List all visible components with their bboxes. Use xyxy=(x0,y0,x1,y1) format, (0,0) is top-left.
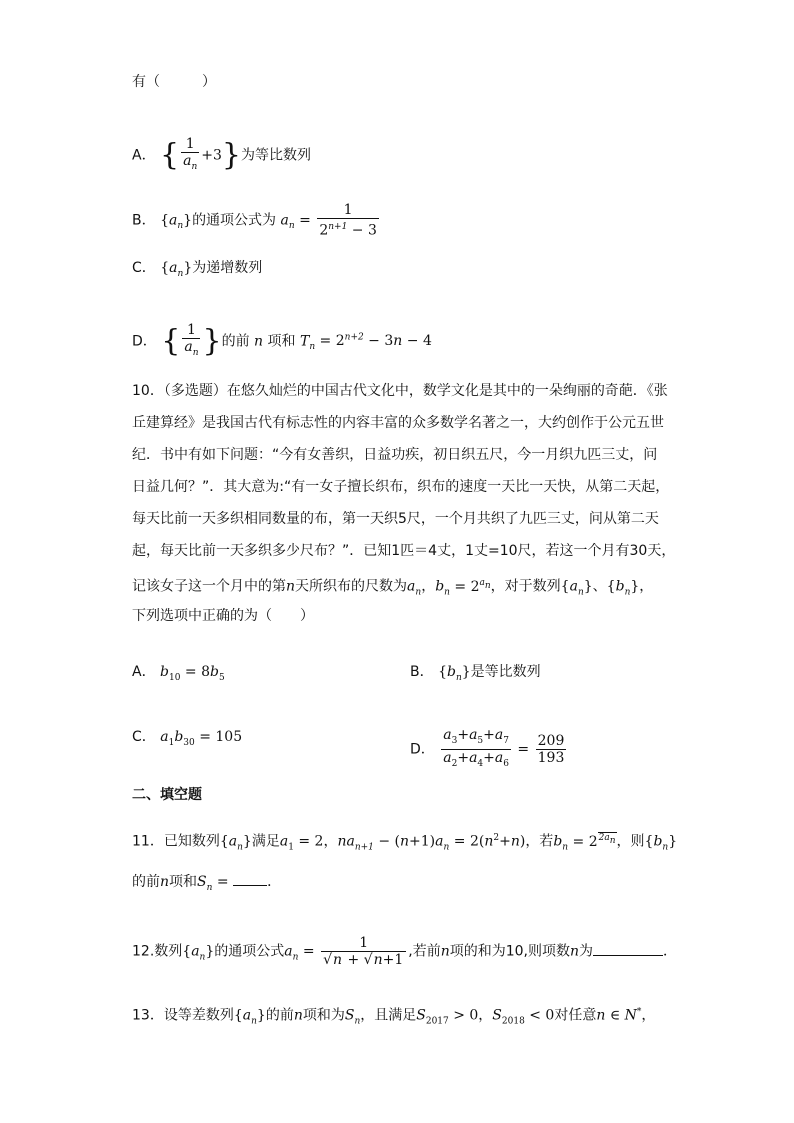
text: 的通项公式 xyxy=(214,943,285,960)
section-title: 二、填空题 xyxy=(132,787,202,803)
option-label: A． xyxy=(132,664,156,680)
q9-option-b: B． $\{a_n\}$的通项公式为 $a_n$ = $\frac{1}{2^{n+1} - 3}$ xyxy=(132,202,377,239)
option-text: 项和 xyxy=(267,333,296,350)
text: ,若前 xyxy=(408,943,441,960)
option-label: C． xyxy=(132,260,156,276)
q10-line: 纪．书中有如下问题：“今有女善织，日益功疾，初日织五尺，今一月织九匹三丈，问 xyxy=(132,447,658,463)
q12-line: 12.数列$\{a_n\}$的通项公式$a_n$ = $\frac{1}{√n + √n+1}$ ,若前n项的和为10,则项数n为 ． xyxy=(132,935,678,968)
text: 项的和为10,则项数 xyxy=(449,943,570,960)
text: 为 xyxy=(579,943,594,960)
text: 天所织布的尺数为 xyxy=(295,578,408,595)
q10-line: 丘建算经》是我国古代有标志性的内容丰富的众多数学名著之一，大约创作于公元五世 xyxy=(132,415,664,431)
q9-option-d: D． { $\frac{1}{a_n}$ }的前 n 项和 $T_n = 2^{n+2} - 3n - 4$ xyxy=(132,322,432,361)
math-fraction: $\frac{1}{2^{n+1} - 3}$ xyxy=(319,202,377,239)
math-fraction: $\frac{1}{√n + √n+1}$ xyxy=(321,935,406,968)
option-label: D． xyxy=(410,741,435,758)
math-fraction: $\frac{1}{a_n}$ xyxy=(182,322,200,361)
q13-line: 13．设等差数列$\{a_n\}$的前n项和为$S_n$，且满足$S_{2017} > 0$，$S_{2018} < 0$对任意n ∈ N*， xyxy=(132,1007,656,1027)
q10-option-b: B． $\{b_n\}$是等比数列 xyxy=(410,664,541,683)
q10-option-d: D． $\frac{a_3+a_5+a_7}{a_2+a_4+a_6}$ = $\frac{209}{193}$ xyxy=(410,727,568,772)
q10-line: 日益几何？”．其大意为:“有一女子擅长织布，织布的速度一天比一天快，从第二天起， xyxy=(132,479,670,495)
q10-line: 下列选项中正确的为（ ） xyxy=(132,608,314,624)
option-label: B． xyxy=(410,664,434,680)
math-fraction: $\frac{209}{193}$ xyxy=(537,732,565,766)
text: 、 xyxy=(592,578,607,595)
answer-blank xyxy=(233,885,267,886)
q10-option-c: C． $a_1b_{30} = 105$ xyxy=(132,729,243,748)
question-label: 13．设等差数列 xyxy=(132,1007,234,1024)
q10-line: 起，每天比前一天多织多少尺布？”．已知1匹＝4丈，1丈=10尺，若这一个月有30天， xyxy=(132,543,676,559)
option-label: D． xyxy=(132,333,157,350)
text: 项和 xyxy=(169,874,198,890)
q9-option-c: C． $\{a_n\}$为递增数列 xyxy=(132,260,263,279)
option-text: 是等比数列 xyxy=(470,664,541,680)
math-fraction: $\frac{1}{a_n}$ xyxy=(181,136,199,175)
q10-line: 10．（多选题）在悠久灿烂的中国古代文化中，数学文化是其中的一朵绚丽的奇葩．《张 xyxy=(132,383,668,399)
option-label: B． xyxy=(132,212,156,229)
math-fraction: $\frac{a_3+a_5+a_7}{a_2+a_4+a_6}$ xyxy=(441,727,511,772)
question-label: 12.数列 xyxy=(132,943,183,960)
page-fragment-header xyxy=(132,72,216,92)
text: ，则 xyxy=(616,833,645,850)
q10-line: 记该女子这一个月中的第n天所织布的尺数为$a_n$，$b_n = 2^{a_n}$，对于数列$\{a_n\}$、$\{b_n\}$， xyxy=(132,578,654,598)
math-brace: { xyxy=(160,137,180,173)
q9-option-a: A． { $\frac{1}{a_n}$ +3}为等比数列 xyxy=(132,136,311,175)
text: 的前 xyxy=(132,874,160,890)
q10-option-a: A． $b_{10} = 8b_5$ xyxy=(132,664,225,683)
text: ，且满足 xyxy=(360,1007,417,1024)
text: 记该女子这一个月中的第 xyxy=(132,578,286,595)
text: 项和为 xyxy=(302,1007,345,1024)
q10-line: 每天比前一天多织相同数量的布，第一天织5尺，一个月共织了九匹三丈，问从第二天 xyxy=(132,511,659,527)
option-text: 为递增数列 xyxy=(192,260,263,276)
math-brace: } xyxy=(221,137,242,173)
text: 的前 xyxy=(265,1007,294,1024)
text: ，若 xyxy=(525,833,554,850)
text: 满足 xyxy=(251,833,280,850)
option-label: A． xyxy=(132,147,156,164)
q11-line-2: 的前n项和$S_n$ = ． xyxy=(132,874,282,893)
question-label: 11．已知数列 xyxy=(132,833,220,850)
q11-line-1: 11．已知数列$\{a_n\}$满足$a_1 = 2$，$na_{n+1} - (n+1)a_n = 2(n^2+n)$，若$b_n = 2^{2a_n}$，则$\{b_n\}$ xyxy=(132,833,678,853)
answer-blank xyxy=(593,955,663,956)
header-text: 有（ ） xyxy=(132,74,216,90)
option-text: 的通项公式为 xyxy=(192,212,277,229)
text: ，对于数列 xyxy=(490,578,561,595)
text: 对任意 xyxy=(554,1007,597,1024)
option-text: 的前 xyxy=(221,333,250,350)
option-label: C． xyxy=(132,729,156,745)
option-text: 为等比数列 xyxy=(241,147,312,164)
